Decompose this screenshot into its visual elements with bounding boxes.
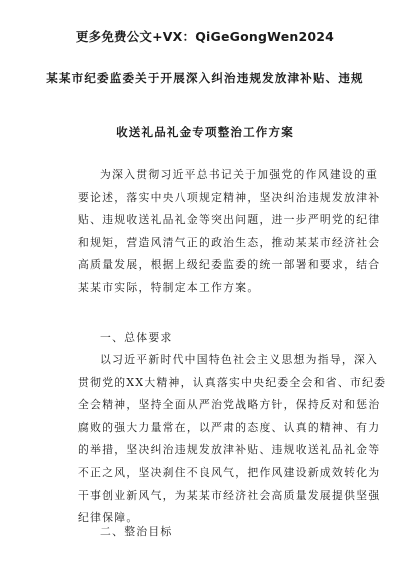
paragraph-line: 干事创业新风气，为某某市经济社会高质量发展提供坚强	[78, 488, 381, 502]
paragraph-line: 某某市实际，特制定本工作方案。	[78, 280, 260, 294]
paragraph-line: 贴、违规收送礼品礼金等突出问题，进一步严明党的纪律	[78, 213, 381, 227]
document-title-line-2: 收送礼品礼金专项整治工作方案	[116, 125, 294, 139]
section-heading-2: 二、整治目标	[100, 525, 173, 538]
document-title-line-1: 某某市纪委监委关于开展深入纠治违规发放津补贴、违规	[46, 71, 364, 85]
section-heading-1: 一、总体要求	[100, 331, 173, 344]
paragraph-line: 不正之风，坚决刹住不良风气，把作风建设新成效转化为	[78, 465, 381, 479]
paragraph-line: 以习近平新时代中国特色社会主义思想为指导，深入	[100, 353, 379, 366]
paragraph-line: 全会精神，坚持全面从严治党战略方针，保持反对和惩治	[78, 398, 381, 412]
paragraph-line: 纪律保障。	[78, 511, 139, 525]
paragraph-line: 贯彻党的XX大精神，认真落实中央纪委全会和省、市纪委	[78, 375, 387, 389]
watermark-header: 更多免费公文+VX：QiGeGongWen2024	[75, 29, 335, 44]
general-requirements-paragraph	[78, 349, 387, 530]
paragraph-line: 腐败的强大力量常在，以严肃的态度、认真的精神、有力	[78, 420, 381, 434]
paragraph-line: 要论述，落实中央八项规定精神，坚决纠治违规发放津补	[78, 190, 381, 204]
paragraph-line: 和规矩，营造风清气正的政治生态，推动某某市经济社会	[78, 235, 381, 249]
paragraph-line: 的举措，坚决纠治违规发放津补贴、违规收送礼品礼金等	[78, 443, 381, 457]
paragraph-line: 高质量发展，根据上级纪委监委的统一部署和要求，结合	[78, 258, 381, 272]
paragraph-line: 为深入贯彻习近平总书记关于加强党的作风建设的重	[100, 168, 379, 181]
intro-paragraph	[78, 164, 381, 300]
